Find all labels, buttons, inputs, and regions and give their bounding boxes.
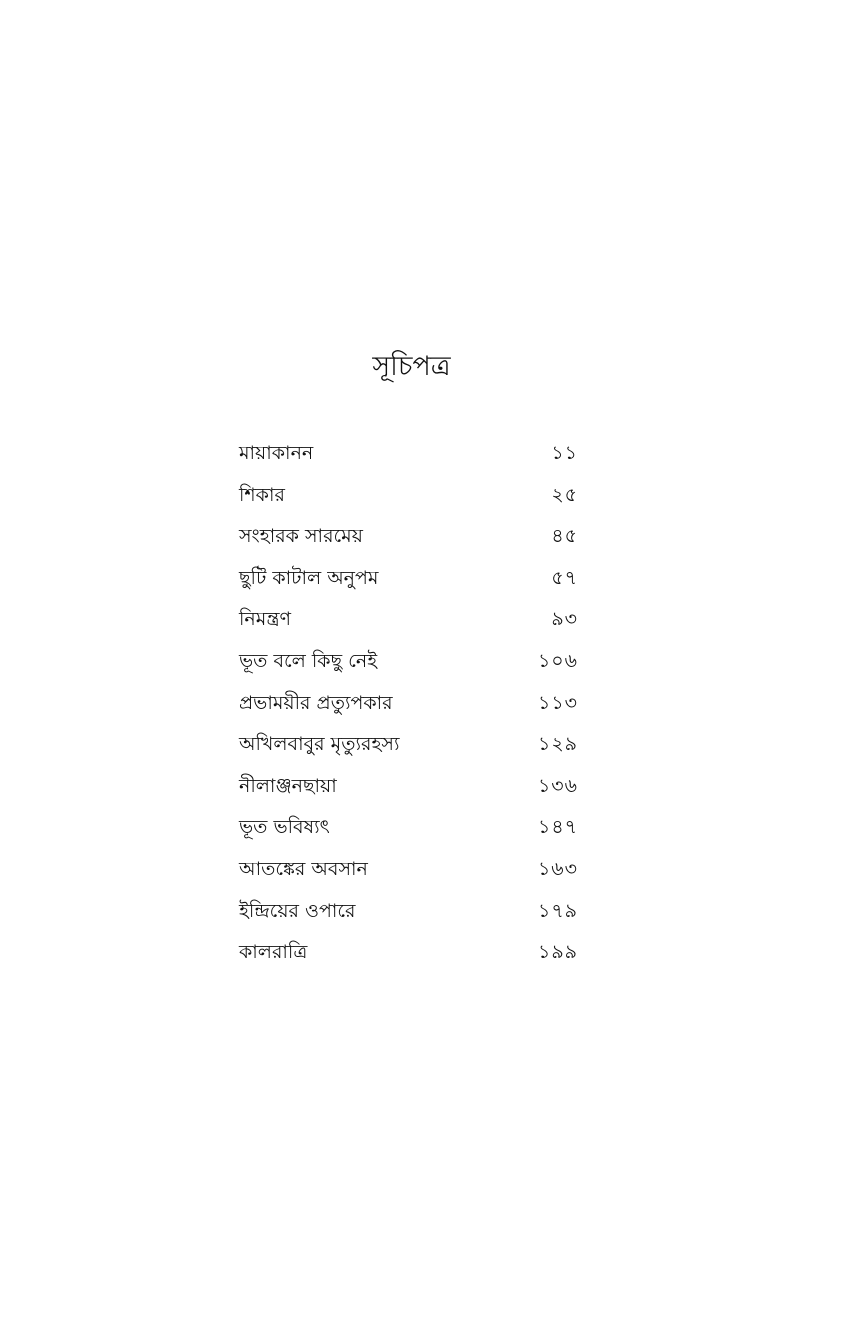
toc-entry <box>239 641 578 683</box>
toc-entry-page: ১৬৩ <box>537 857 578 880</box>
toc-entry <box>239 766 578 808</box>
toc-entry <box>239 475 578 517</box>
toc-entry-title: কালরাত্রি <box>239 941 308 964</box>
toc-entry <box>239 932 578 974</box>
toc-entry-title: প্রভাময়ীর প্রত্যুপকার <box>239 691 393 714</box>
toc-entry <box>239 433 578 475</box>
toc-entry-page: ১১৩ <box>537 691 578 714</box>
toc-entry-title: অখিলবাবুর মৃত্যুরহস্য <box>239 733 400 756</box>
toc-entry-title: নিমন্ত্রণ <box>239 608 292 631</box>
toc-entry-title: সংহারক সারমেয় <box>239 525 363 548</box>
toc-entry-page: ১৭৯ <box>537 899 578 922</box>
toc-entry-page: ৯৩ <box>551 608 578 631</box>
toc-entry-title: ছুটি কাটাল অনুপম <box>239 566 379 589</box>
toc-entry-page: ৪৫ <box>551 525 578 548</box>
toc-entry-page: ১০৬ <box>537 649 578 672</box>
toc-entry <box>239 683 578 725</box>
toc-entry-page: ২৫ <box>551 483 578 506</box>
toc-entry-page: ৫৭ <box>551 566 578 589</box>
toc-entry <box>239 849 578 891</box>
toc-entry-title: শিকার <box>239 483 285 506</box>
toc-list <box>239 433 578 974</box>
toc-entry <box>239 516 578 558</box>
toc-entry <box>239 891 578 933</box>
toc-entry-page: ১২৯ <box>537 733 578 756</box>
toc-entry-title: ইন্দ্রিয়ের ওপারে <box>239 899 356 922</box>
toc-entry-title: নীলাঞ্জনছায়া <box>239 774 337 797</box>
toc-entry-title: আতঙ্কের অবসান <box>239 857 368 880</box>
toc-entry-title: ভূত ভবিষ্যৎ <box>239 816 330 839</box>
toc-entry <box>239 599 578 641</box>
toc-title: সূচিপত্র <box>372 351 451 382</box>
toc-entry-page: ১৯৯ <box>538 941 578 964</box>
toc-entry-title: ভূত বলে কিছু নেই <box>239 649 378 672</box>
toc-entry <box>239 724 578 766</box>
toc-entry <box>239 558 578 600</box>
toc-entry-page: ১১ <box>551 442 578 464</box>
toc-entry-page: ১৪৭ <box>537 816 578 839</box>
toc-entry-title: মায়াকানন <box>239 442 314 464</box>
toc-entry-page: ১৩৬ <box>537 774 578 797</box>
toc-entry <box>239 807 578 849</box>
